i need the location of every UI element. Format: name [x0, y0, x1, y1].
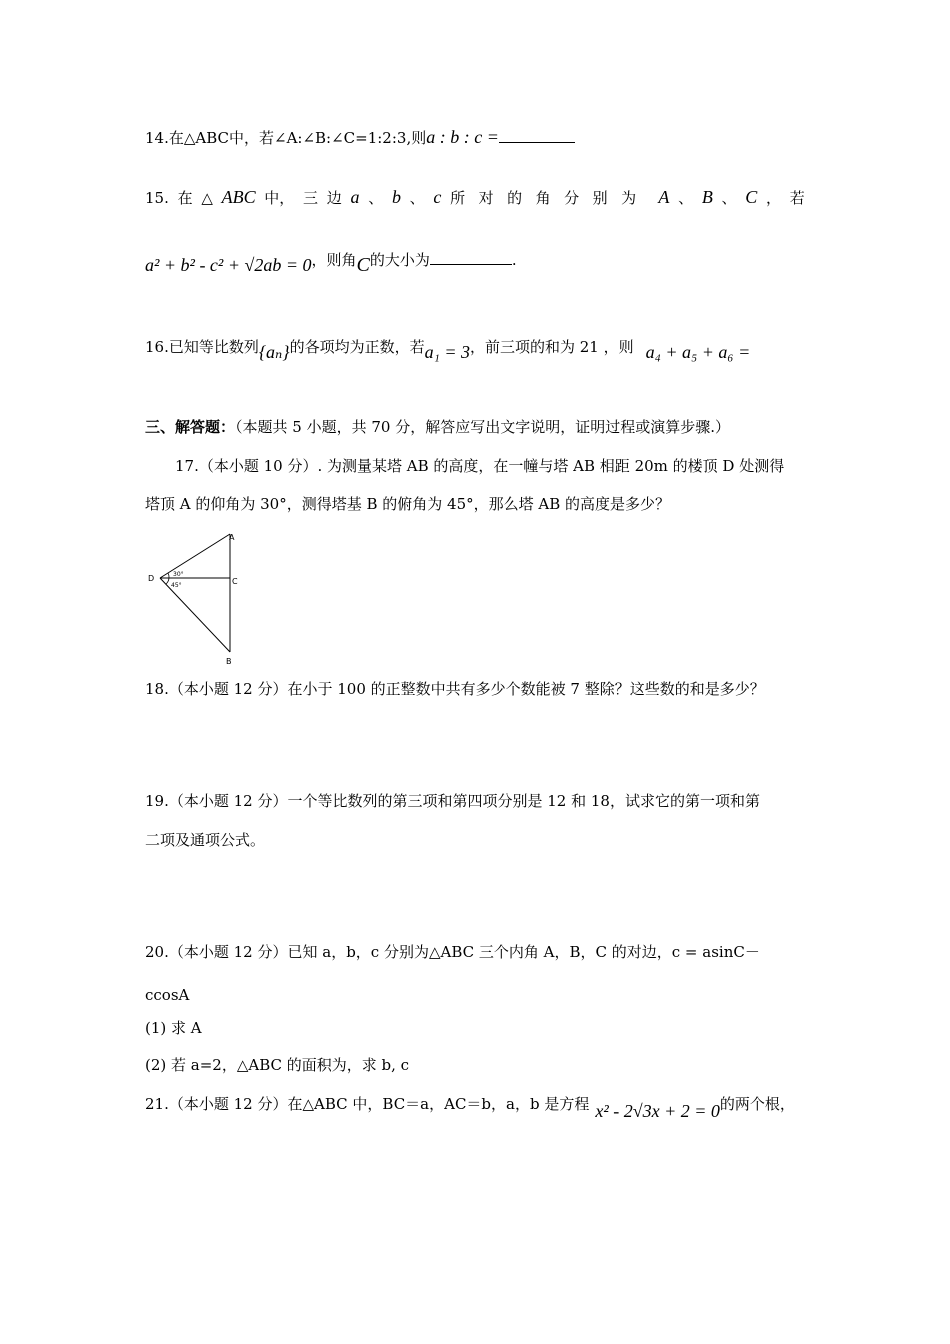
q15-word: 边 — [326, 189, 342, 207]
q15-word: B — [701, 187, 713, 207]
q17-line2: 塔顶 A 的仰角为 30°，测得塔基 B 的俯角为 45°，那么塔 AB 的高度是多少？ — [145, 495, 671, 513]
q15-word: 、 — [409, 189, 425, 207]
q21-equation: x² - 2√3x + 2 = 0 — [595, 1101, 720, 1121]
figure-angle-bottom: 45° — [171, 582, 182, 589]
q15-word: b — [391, 187, 401, 207]
question-20-line1 — [145, 942, 760, 962]
q14-text: 14.在△ABC中，若∠A:∠B:∠C=1:2:3,则 — [145, 129, 427, 147]
question-15-line2 — [145, 251, 517, 276]
q16-sequence: {aₙ} — [258, 342, 290, 362]
segment-DB — [160, 578, 230, 652]
figure-label-B: B — [226, 657, 232, 666]
question-14 — [145, 127, 575, 148]
q16-sum: a₄ + a₅ + a₆ = — [645, 342, 751, 362]
figure-label-D: D — [148, 574, 155, 583]
question-18 — [145, 679, 765, 699]
q16-a1: a₁ = 3 — [424, 342, 470, 362]
q15-word: 、 — [678, 189, 694, 207]
q17-figure — [140, 526, 250, 671]
q15-word: 三 — [303, 189, 319, 207]
q16-text2: 的各项均为正数，若 — [289, 338, 425, 356]
q20-part2: (2) 若 a=2，△ABC 的面积为，求 b, c — [145, 1056, 410, 1074]
q17-line1: 17.（本小题 10 分）. 为测量某塔 AB 的高度，在一幢与塔 AB 相距 20m 的楼顶 D 处测得 — [175, 457, 785, 475]
question-15-line1 — [145, 187, 805, 208]
q15-word: ABC — [221, 187, 256, 207]
figure-label-A: A — [229, 533, 235, 542]
q15-word: 中， — [264, 189, 295, 207]
question-17-line1 — [175, 456, 784, 476]
q19-line2: 二项及通项公式。 — [145, 831, 266, 849]
q15-word: A — [658, 187, 670, 207]
question-20-line2 — [145, 985, 189, 1005]
q14-formula: a : b : c = — [426, 127, 499, 147]
q21-text: 21.（本小题 12 分）在△ABC 中，BC＝a，AC＝b，a，b 是方程 — [145, 1095, 590, 1113]
q15-angle: C — [356, 254, 370, 276]
section-3-header — [145, 417, 730, 437]
q20-line2: ccosA — [145, 986, 190, 1004]
q15-formula: a² + b² - c² + √2ab = 0 — [145, 255, 312, 275]
q15-word: 在 — [177, 189, 193, 207]
question-20-part2 — [145, 1055, 409, 1075]
angle-arc-bottom — [166, 578, 169, 584]
q15-word: 、 — [721, 189, 737, 207]
figure-label-C: C — [232, 577, 238, 586]
q15-word: 所对的角分别为 — [450, 189, 650, 207]
q15-label: 15. — [145, 189, 169, 207]
q15-answer-blank — [430, 250, 512, 265]
question-21 — [145, 1093, 795, 1121]
q15-word: 若 — [789, 189, 805, 207]
q16-text1: 16.已知等比数列 — [145, 338, 259, 356]
q15-word: c — [433, 187, 442, 207]
section-3-title: 三、解答题： — [145, 418, 236, 436]
question-19-line2 — [145, 830, 265, 850]
section-3-note: （本题共 5 小题，共 70 分，解答应写出文字说明，证明过程或演算步骤.） — [235, 418, 730, 436]
question-19-line1 — [145, 791, 760, 811]
q20-part1: (1) 求 A — [145, 1019, 202, 1037]
q20-line1: 20.（本小题 12 分）已知 a，b，c 分别为△ABC 三个内角 A，B，C 的对边，c = asinC－ — [145, 943, 760, 961]
angle-arc-top — [168, 573, 169, 578]
q16-text3: ，前三项的和为 21 ，则 — [469, 338, 634, 356]
q15-word: a — [350, 187, 360, 207]
q14-answer-blank — [499, 128, 575, 143]
q15-period: . — [511, 251, 517, 269]
figure-angle-top: 30° — [173, 571, 184, 578]
q15-word: C — [745, 187, 758, 207]
q18-text: 18.（本小题 12 分）在小于 100 的正整数中共有多少个数能被 7 整除？这些数的和是多少？ — [145, 680, 765, 698]
question-17-line2 — [145, 494, 670, 514]
q15-word: 、 — [368, 189, 384, 207]
q19-line1: 19.（本小题 12 分）一个等比数列的第三项和第四项分别是 12 和 18，试求它的第一项和第 — [145, 792, 760, 810]
q15-tail: 的大小为 — [369, 251, 430, 269]
q21-tail: 的两个根， — [719, 1095, 795, 1113]
question-20-part1 — [145, 1018, 202, 1038]
q15-word: ， — [766, 189, 782, 207]
segment-DA — [160, 534, 230, 578]
q15-comma: ，则角 — [311, 251, 357, 269]
q15-word: △ — [201, 189, 213, 207]
question-16 — [145, 336, 751, 362]
